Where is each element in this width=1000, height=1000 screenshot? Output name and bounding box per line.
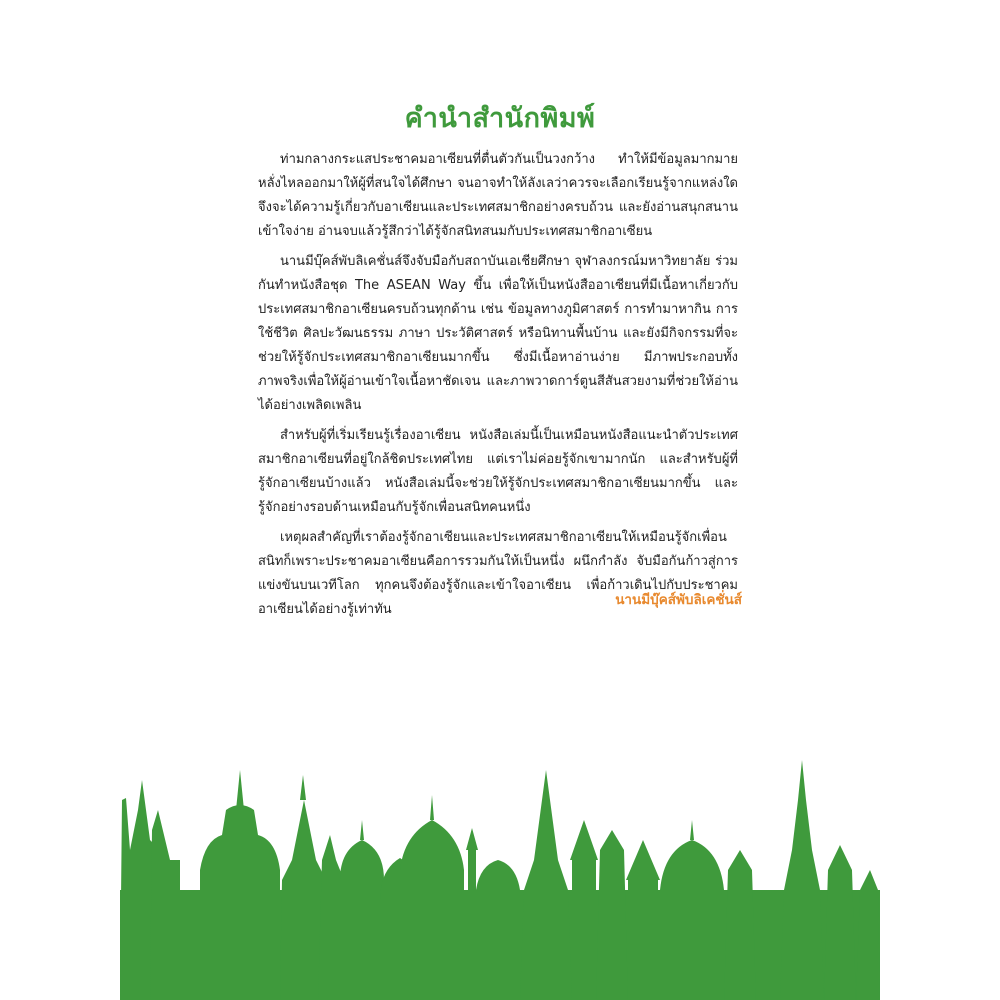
paragraph-3: สำหรับผู้ที่เริ่มเรียนรู้เรื่องอาเซียน หนังสือเล่มนี้เป็นเหมือนหนังสือแนะนำตัวประเทศสมาชิกอาเซียนที่อยู่ใกล้ชิดประเทศไทย แต่เราไม่ค่อยรู้จักเขามากนัก และสำหรับผู้ที่รู้จักอาเซียนบ้างแล้ว หนังสือเล่มนี้จะช่วยให้รู้จักประเทศสมาชิกอาเซียนมากขึ้น และรู้จักอย่างรอบด้านเหมือนกับรู้จักเพื่อนสนิทคนหนึ่ง — [258, 428, 738, 515]
foreword-body — [258, 148, 738, 628]
skyline-silhouette-icon — [0, 740, 1000, 1000]
paragraph-1: ท่ามกลางกระแสประชาคมอาเซียนที่ตื่นตัวกันเป็นวงกว้าง ทำให้มีข้อมูลมากมายหลั่งไหลออกมาให้ผู้ที่สนใจได้ศึกษา จนอาจทำให้ลังเลว่าควรจะเลือกเรียนรู้จากแหล่งใด จึงจะได้ความรู้เกี่ยวกับอาเซียนและประเทศสมาชิกอย่างครบถ้วน และยังอ่านสนุกสนาน เข้าใจง่าย อ่านจบแล้วรู้สึกว่าได้รู้จักสนิทสนมกับประเทศสมาชิกอาเซียน — [258, 152, 738, 239]
page-title: คำนำสำนักพิมพ์ — [404, 103, 596, 134]
paragraph-4: เหตุผลสำคัญที่เราต้องรู้จักอาเซียนและประเทศสมาชิกอาเซียนให้เหมือนรู้จักเพื่อนสนิทก็เพราะประชาคมอาเซียนคือการรวมกันให้เป็นหนึ่ง ผนึกกำลัง จับมือกันก้าวสู่การแข่งขันบนเวทีโลก ทุกคนจึงต้องรู้จักและเข้าใจอาเซียน เพื่อก้าวเดินไปกับประชาคมอาเซียนได้อย่างรู้เท่าทัน — [258, 530, 738, 617]
publisher-signature: นานมีบุ๊คส์พับลิเคชั่นส์ — [615, 592, 742, 608]
paragraph-2: นานมีบุ๊คส์พับลิเคชั่นส์จึงจับมือกับสถาบันเอเชียศึกษา จุฬาลงกรณ์มหาวิทยาลัย ร่วมกันทำหนังสือชุด The ASEAN Way ขึ้น เพื่อให้เป็นหนังสืออาเซียนที่มีเนื้อหาเกี่ยวกับประเทศสมาชิกอาเซียนครบถ้วนทุกด้าน เช่น ข้อมูลทางภูมิศาสตร์ การทำมาหากิน การใช้ชีวิต ศิลปะวัฒนธรรม ภาษา ประวัติศาสตร์ หรือนิทานพื้นบ้าน และยังมีกิจกรรมที่จะช่วยให้รู้จักประเทศสมาชิกอาเซียนมากขึ้น ซึ่งมีเนื้อหาอ่านง่าย มีภาพประกอบทั้งภาพจริงเพื่อให้ผู้อ่านเข้าใจเนื้อหาชัดเจน และภาพวาดการ์ตูนสีสันสวยงามที่ช่วยให้อ่านได้อย่างเพลิดเพลิน — [258, 254, 738, 413]
